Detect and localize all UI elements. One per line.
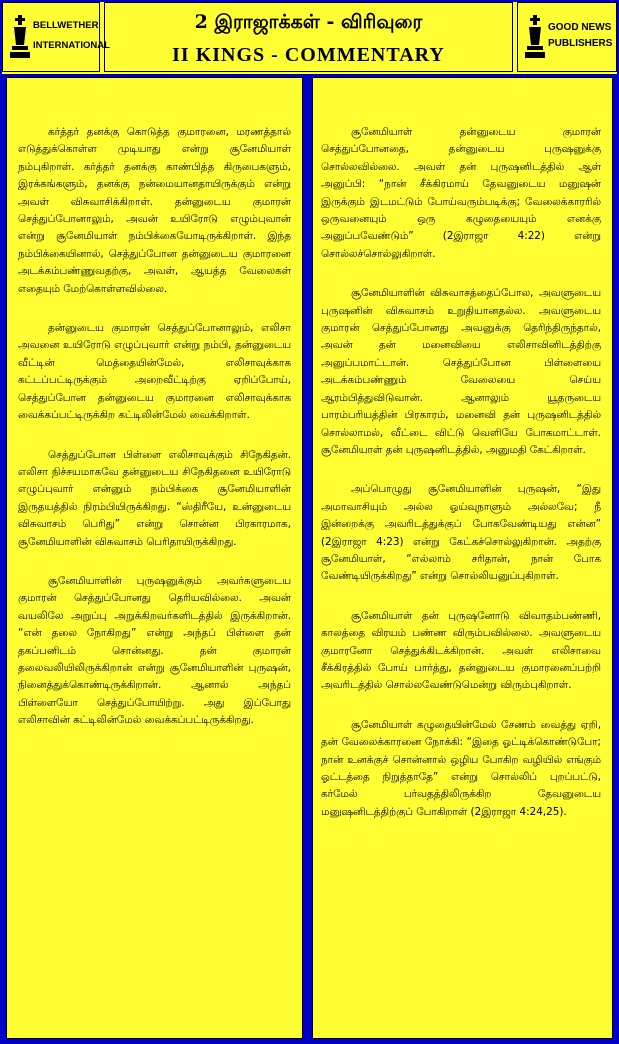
paragraph: சூனேமியாளின் புருஷனுக்கும் அவர்களுடைய குமாரன் செத்துப்போனது தெரியவில்லை. அவன் வயலிலே அறுப்பு அறுக்கிறவர்களிடத்தில் இருக்கிறான். “என் தலை நோகிறது” என்று அந்தப் பிள்ளை தன் தகப்பனிடம் சொன்னது. தன் குமாரன் தலைவலியிலிருக்கிறான் என்று சூனேமியாளின் புருஷன், நினைத்துக்கொண்டிருக்கிறான். ஆனால் அந்தப் பிள்ளையோ செத்துப்போயிற்று. அது இப்போது எலிசாவின் கட்டிலின்மேல் வைக்கப்பட்டிருக்கிறது. [18,574,291,727]
paragraph: சூனேமியாள் தன்னுடைய குமாரன் செத்துப்போனதை, தன்னுடைய புருஷனுக்கு சொல்லவில்லை. அவள் தன் புருஷனிடத்தில் ஆள் அனுப்பி: “நான் சீக்கிரமாய் தேவனுடைய மனுஷன் இருக்கும் இடமட்டும் போய்வரும்படிக்கு; வேலைக்காரரில் ஒருவனையும் ஒரு கழுதையையும் எனக்கு அனுப்பவேண்டும்” (2இராஜா 4:22) என்று சொல்லச்சொல்லுகிறாள். [321,126,601,260]
paragraph: சூனேமியாள் கழுதையின்மேல் சேணம் வைத்து ஏறி, தன் வேலைக்காரனை நோக்கி: “இதை ஓட்டிக்கொண்டுபோ; நான் உனக்குச் சொன்னால் ஒழிய போகிற வழியில் எங்கும் ஓட்டத்தை நிறுத்தாதே” என்று சொல்லிப் புறப்பட்டு, கர்மேல் பர்வதத்திலிருக்கிற தேவனுடைய மனுஷனிடத்திற்குப் போகிறாள் (2இராஜா 4:24,25). [321,718,601,818]
good-news-line2: PUBLISHERS [548,38,613,49]
chess-king-icon [9,15,31,59]
left-column [6,77,303,1039]
paragraph: செத்துப்போன பிள்ளை எலிசாவுக்கும் சிநேகிதன். எலிசா நிச்சயமாகவே தன்னுடைய சிநேகிதனை உயிரோடு எழுப்புவார் என்னும் நம்பிக்கை சூனேமியாளின் இருதயத்தில் நிரம்பியிருக்கிறது. “ஸ்திரீயே, உன்னுடைய விசுவாசம் பெரிது” என்று சொன்ன பிரகாரமாக, சூனேமியாளின் விசுவாசம் பெரிதாயிருக்கிறது. [18,448,291,548]
good-news-line1: GOOD NEWS [548,22,612,33]
page-title-tamil: 2 இராஜாக்கள் - விரிவுரை [194,11,423,33]
right-column [312,77,613,1039]
bellwether-line2: INTERNATIONAL [33,40,110,51]
paragraph: கர்த்தர் தனக்கு கொடுத்த குமாரனை, மரணத்தால் எடுத்துக்கொள்ள முடியாது என்று சூனேமியாள் நம்புகிறாள். கர்த்தர் தனக்கு காண்பித்த கிருபைகளும், இரக்கங்களும், தனக்கு நன்மையானதாயிருக்கும் என்று அவள் விசுவாசிக்கிறாள். தன்னுடைய குமாரன் செத்துப்போனாலும், அவன் உயிரோடு எழும்புவான் என்று சூனேமியாள் நம்பிக்கையோடிருக்கிறாள். இந்த நம்பிக்கையினால், செத்துப்போன தன்னுடைய குமாரனை அடக்கம்பண்ணுவதற்கு, அவள், ஆயத்த வேலைகள் எதையும் மேற்கொள்ளவில்லை. [18,126,291,295]
bellwether-line1: BELLWETHER [33,20,99,31]
column-divider [306,77,309,1039]
title-box [104,2,513,72]
page-header [2,2,617,74]
chess-king-icon [524,15,546,59]
paragraph: சூனேமியாளின் விசுவாசத்தைப்போல, அவளுடைய புருஷனின் விசுவாசம் உறுதியானதல்ல. அவளுடைய குமாரன் செத்துப்போனது அவனுக்கு தெரிந்திருந்தால், அவன் தன் மனைவியை எலிசாவினிடத்திற்கு அனுப்பமாட்டான். செத்துப்போன பிள்ளையை அடக்கம்பண்ணும் வேலையை செய்ய ஆரம்பித்துவிடுவான். ஆனாலும் யூதருடைய பாரம்பரியத்தின் பிரகாரம், மனைவி தன் புருஷனிடத்தில் சொல்லாமல், வீட்டை விட்டு வெளியே போகமாட்டாள். சூனேமியாள் தன் புருஷனிடத்தில், அனுமதி கேட்கிறாள். [321,287,601,456]
paragraph: தன்னுடைய குமாரன் செத்துப்போனாலும், எலிசா அவனை உயிரோடு எழுப்புவார் என்று நம்பி, தன்னுடைய வீட்டின் மெத்தையின்மேல், எலிசாவுக்காக கட்டப்பட்டிருக்கும் அறைவீட்டிற்கு ஏறிப்போய், செத்துப்போன தன்னுடைய குமாரனை எலிசாவுக்காக வைக்கப்பட்டிருக்கிற கட்டிலின்மேல் வைக்கிறாள். [18,322,291,422]
paragraph: சூனேமியாள் தன் புருஷனோடு விவாதம்பண்ணி, காலத்தை விரயம் பண்ண விரும்பவில்லை. அவளுடைய குமாரனோ செத்துக்கிடக்கிறான். அவள் எலிசாவை சீக்கிரத்தில் போய் பார்த்து, தன்னுடைய குமாரனைப்பற்றி அவரிடத்தில் சொல்லவேண்டுமென்று விரும்புகிறாள். [321,609,601,692]
paragraph: அப்பொழுது சூனேமியாளின் புருஷன், “இது அமாவாசியும் அல்ல ஓய்வுநாளும் அல்லவே; நீ இன்றைக்கு அவரிடத்துக்குப் போகவேண்டியது என்ன” (2இராஜா 4:23) என்று கேட்கச்சொல்லுகிறான். அதற்கு சூனேமியாள், “எல்லாம் சரிதான், நான் போக வேண்டியிருக்கிறது” என்று சொல்லியனுப்புகிறாள். [321,483,601,583]
page-title-english: II KINGS - COMMENTARY [172,44,445,66]
good-news-logo [517,2,617,72]
bellwether-logo [2,2,110,72]
